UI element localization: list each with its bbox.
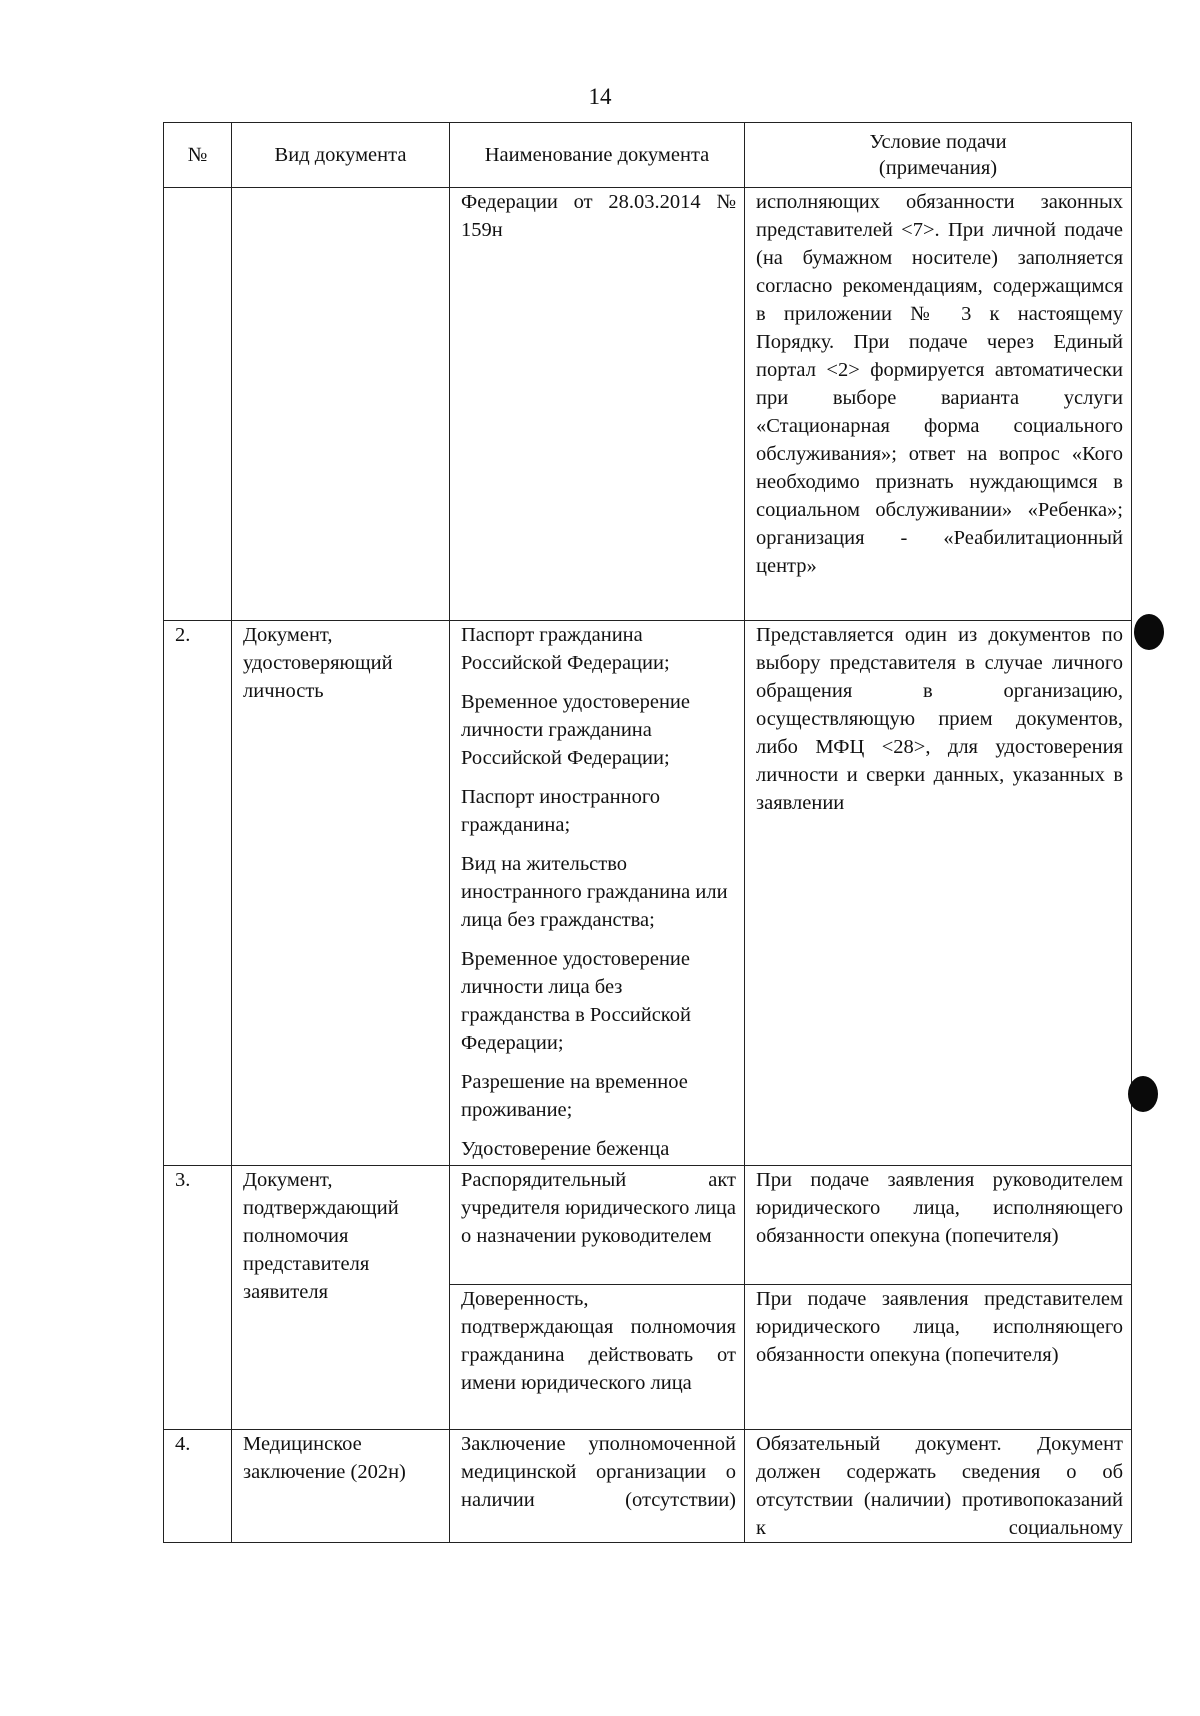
header-condition-line2: (примечания) (878, 157, 998, 179)
row2-name-item: Разрешение на временное проживание; (461, 1071, 688, 1121)
header-condition (745, 123, 1132, 188)
row2-condition: Представляется один из документов по выбору представителя в случае личного обращения в организацию, осуществляющую прием документов, либо МФЦ <28>, для удостоверения личности и сверки данных, указанных в заявлении (745, 621, 1132, 1166)
row2-names (450, 621, 745, 1166)
row2-name-item: Паспорт гражданина Российской Федерации; (461, 624, 670, 674)
row1-name: Федерации от 28.03.2014 № 159н (450, 188, 745, 621)
ink-blot (1134, 614, 1164, 650)
table-row (164, 1430, 1132, 1543)
ink-blot (1128, 1076, 1158, 1112)
row3b-condition: При подаче заявления представителем юридического лица, исполняющего обязанности опекуна (попечителя) (745, 1285, 1132, 1430)
row4-condition: Обязательный документ. Документ должен содержать сведения о об отсутствии (наличии) противопоказаний к социальному (745, 1430, 1132, 1543)
row3-num: 3. (164, 1166, 232, 1430)
row2-name-item: Удостоверение беженца (461, 1138, 670, 1160)
row3-type: Документ, подтверждающий полномочия представителя заявителя (232, 1166, 450, 1430)
row3a-condition: При подаче заявления руководителем юридического лица, исполняющего обязанности опекуна (попечителя) (745, 1166, 1132, 1285)
row3a-name: Распорядительный акт учредителя юридического лица о назначении руководителем (450, 1166, 745, 1285)
row1-condition: исполняющих обязанности законных представителей <7>. При личной подаче (на бумажном носителе) заполняется согласно рекомендациям, содержащимся в приложении № 3 к настоящему Порядку. При подаче через Единый портал <2> формируется автоматически при выборе варианта услуги «Стационарная форма социального обслуживания»; ответ на вопрос «Кого необходимо признать нуждающимся в социальном обслуживании» «Ребенка»; организация - «Реабилитационный центр» (745, 188, 1132, 621)
row2-name-item: Вид на жительство иностранного гражданина или лица без гражданства; (461, 853, 728, 931)
page-number: 14 (588, 84, 612, 109)
header-doc-type: Вид документа (232, 123, 450, 188)
row4-num: 4. (164, 1430, 232, 1543)
row4-type: Медицинское заключение (202н) (232, 1430, 450, 1543)
header-doc-name: Наименование документа (450, 123, 745, 188)
documents-table (163, 122, 1132, 1543)
row2-num: 2. (164, 621, 232, 1166)
table-row (164, 188, 1132, 621)
table-row (164, 1166, 1132, 1285)
table-header-row (164, 123, 1132, 188)
row2-type: Документ, удостоверяющий личность (232, 621, 450, 1166)
header-num: № (164, 123, 232, 188)
header-condition-line1: Условие подачи (869, 131, 1007, 153)
table-row (164, 621, 1132, 1166)
row4-name: Заключение уполномоченной медицинской организации о наличии (отсутствии) (450, 1430, 745, 1543)
row1-type (232, 188, 450, 621)
row2-name-item: Паспорт иностранного гражданина; (461, 786, 660, 836)
row1-num (164, 188, 232, 621)
row3b-name: Доверенность, подтверждающая полномочия гражданина действовать от имени юридического лица (450, 1285, 745, 1430)
row2-name-item: Временное удостоверение личности лица без гражданства в Российской Федерации; (461, 948, 691, 1054)
row2-name-item: Временное удостоверение личности гражданина Российской Федерации; (461, 691, 690, 769)
